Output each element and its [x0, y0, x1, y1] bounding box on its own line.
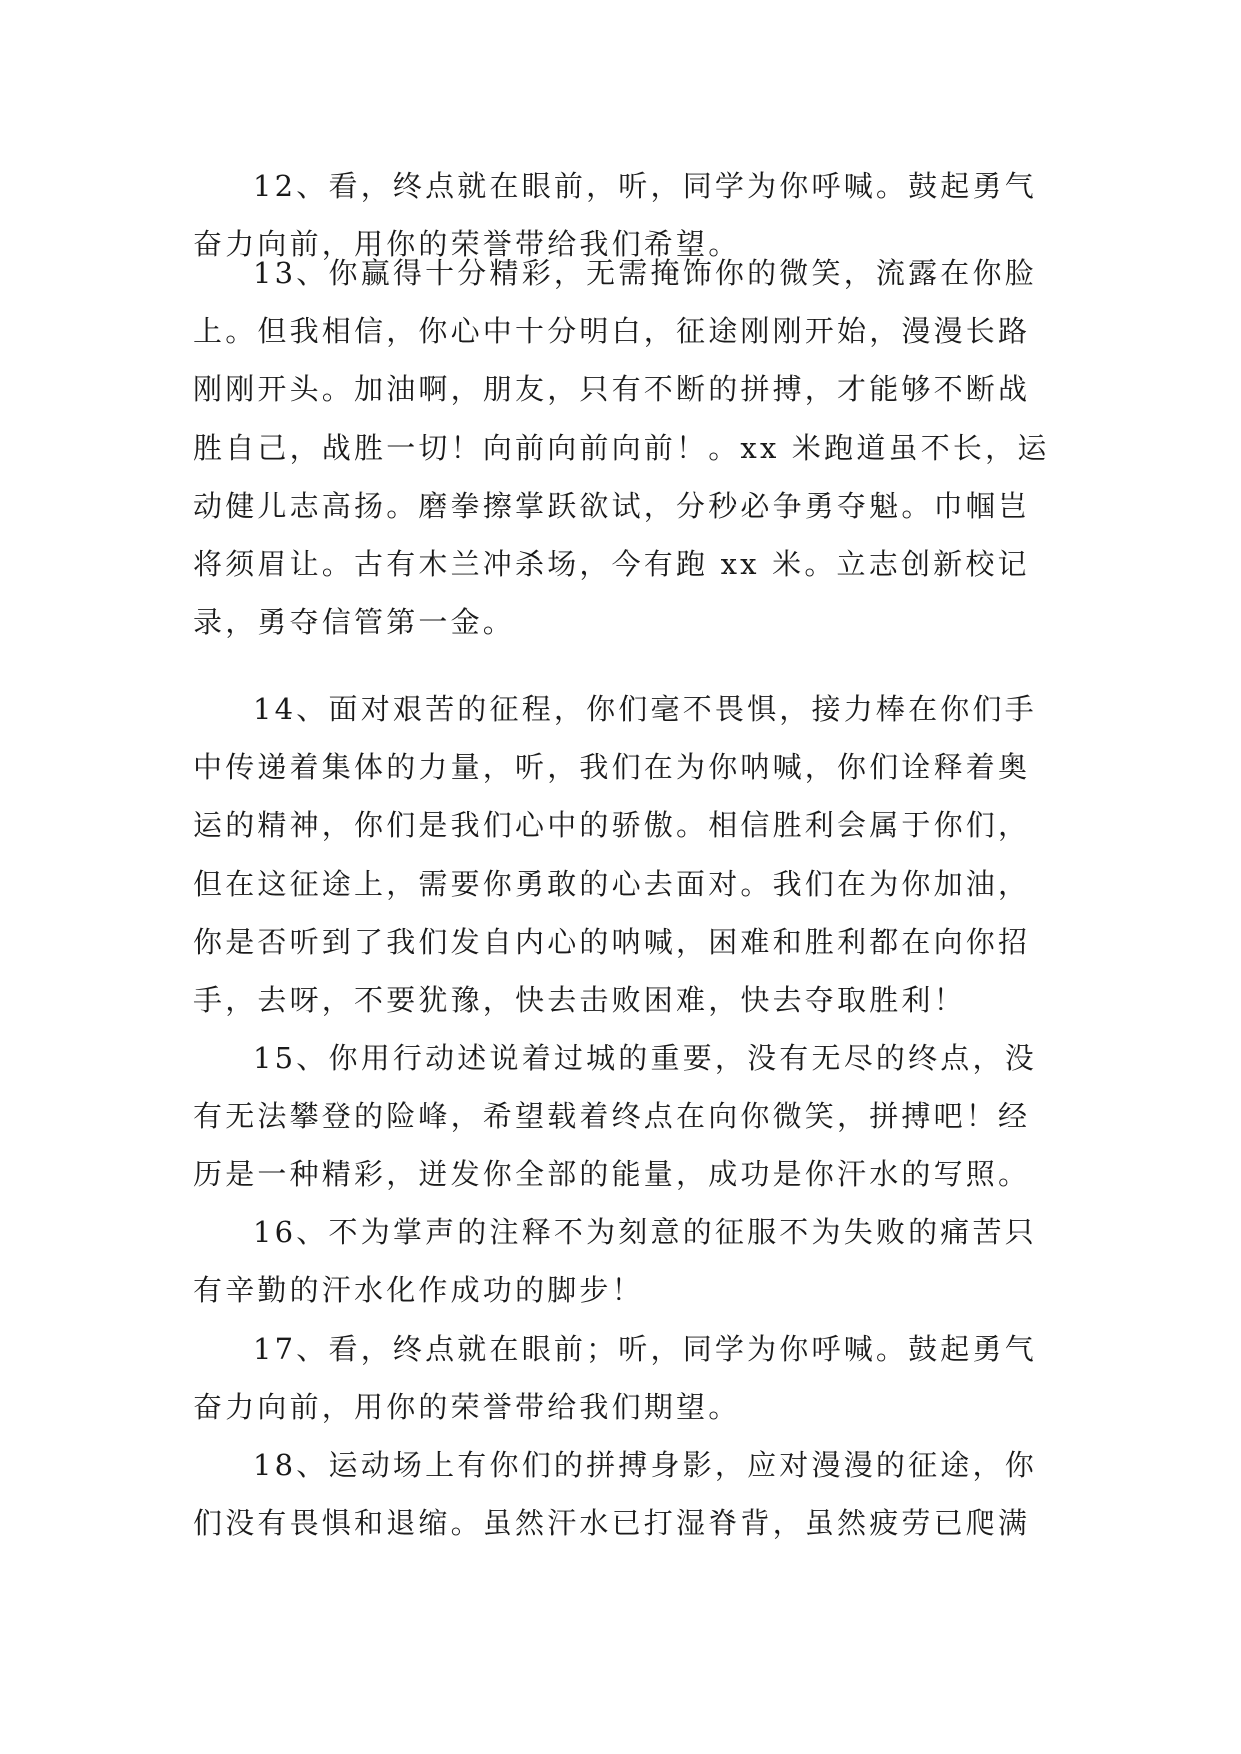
text-line: 16、不为掌声的注释不为刻意的征服不为失败的痛苦只: [253, 1215, 1037, 1249]
text-line: 历是一种精彩，迸发你全部的能量，成功是你汗水的写照。: [193, 1157, 1031, 1192]
text-line: 15、你用行动述说着过城的重要，没有无尽的终点，没: [253, 1041, 1037, 1075]
text-line: 14、面对艰苦的征程，你们毫不畏惧，接力棒在你们手: [253, 692, 1037, 726]
text-line: 有无法攀登的险峰，希望载着终点在向你微笑，拼搏吧！经: [193, 1099, 1031, 1134]
paragraph-13: [193, 244, 1053, 651]
text-line: 手，去呀，不要犹豫，快去击败困难，快去夺取胜利！: [193, 982, 966, 1017]
text-line: 17、看，终点就在眼前；听，同学为你呼喊。鼓起勇气: [253, 1332, 1037, 1366]
text-line: 有辛勤的汗水化作成功的脚步！: [193, 1273, 644, 1308]
text-line: 奋力向前，用你的荣誉带给我们希望。: [193, 227, 741, 262]
text-line: 将须眉让。古有木兰冲杀场，今有跑 xx 米。立志创新校记: [193, 546, 1030, 581]
paragraph-15: [193, 1029, 1053, 1204]
text-line: 录，勇夺信管第一金。: [193, 605, 516, 640]
text-line: 但在这征途上，需要你勇敢的心去面对。我们在为你加油，: [193, 866, 1031, 901]
text-line: 你是否听到了我们发自内心的呐喊，困难和胜利都在向你招: [193, 924, 1031, 959]
text-line: 运的精神，你们是我们心中的骄傲。相信胜利会属于你们，: [193, 808, 1031, 843]
text-line: 13、你赢得十分精彩，无需掩饰你的微笑，流露在你脸: [253, 256, 1037, 290]
paragraph-16: [193, 1203, 1053, 1319]
paragraph-18: [193, 1436, 1053, 1552]
paragraph-14: [193, 680, 1053, 1029]
text-line: 12、看，终点就在眼前，听，同学为你呼喊。鼓起勇气: [253, 169, 1037, 203]
text-line: 动健儿志高扬。磨拳擦掌跃欲试，分秒必争勇夺魁。巾帼岂: [193, 488, 1031, 523]
text-line: 刚刚开头。加油啊，朋友，只有不断的拼搏，才能够不断战: [193, 372, 1031, 407]
text-line: 上。但我相信，你心中十分明白，征途刚刚开始，漫漫长路: [193, 314, 1031, 349]
text-line: 胜自己，战胜一切！向前向前向前！。xx 米跑道虽不长，运: [193, 430, 1050, 465]
text-line: 18、运动场上有你们的拼搏身影，应对漫漫的征途，你: [253, 1448, 1037, 1482]
text-line: 中传递着集体的力量，听，我们在为你呐喊，你们诠释着奥: [193, 750, 1031, 785]
paragraph-17: [193, 1320, 1053, 1436]
text-line: 们没有畏惧和退缩。虽然汗水已打湿脊背，虽然疲劳已爬满: [193, 1506, 1031, 1541]
text-line: 奋力向前，用你的荣誉带给我们期望。: [193, 1390, 741, 1425]
